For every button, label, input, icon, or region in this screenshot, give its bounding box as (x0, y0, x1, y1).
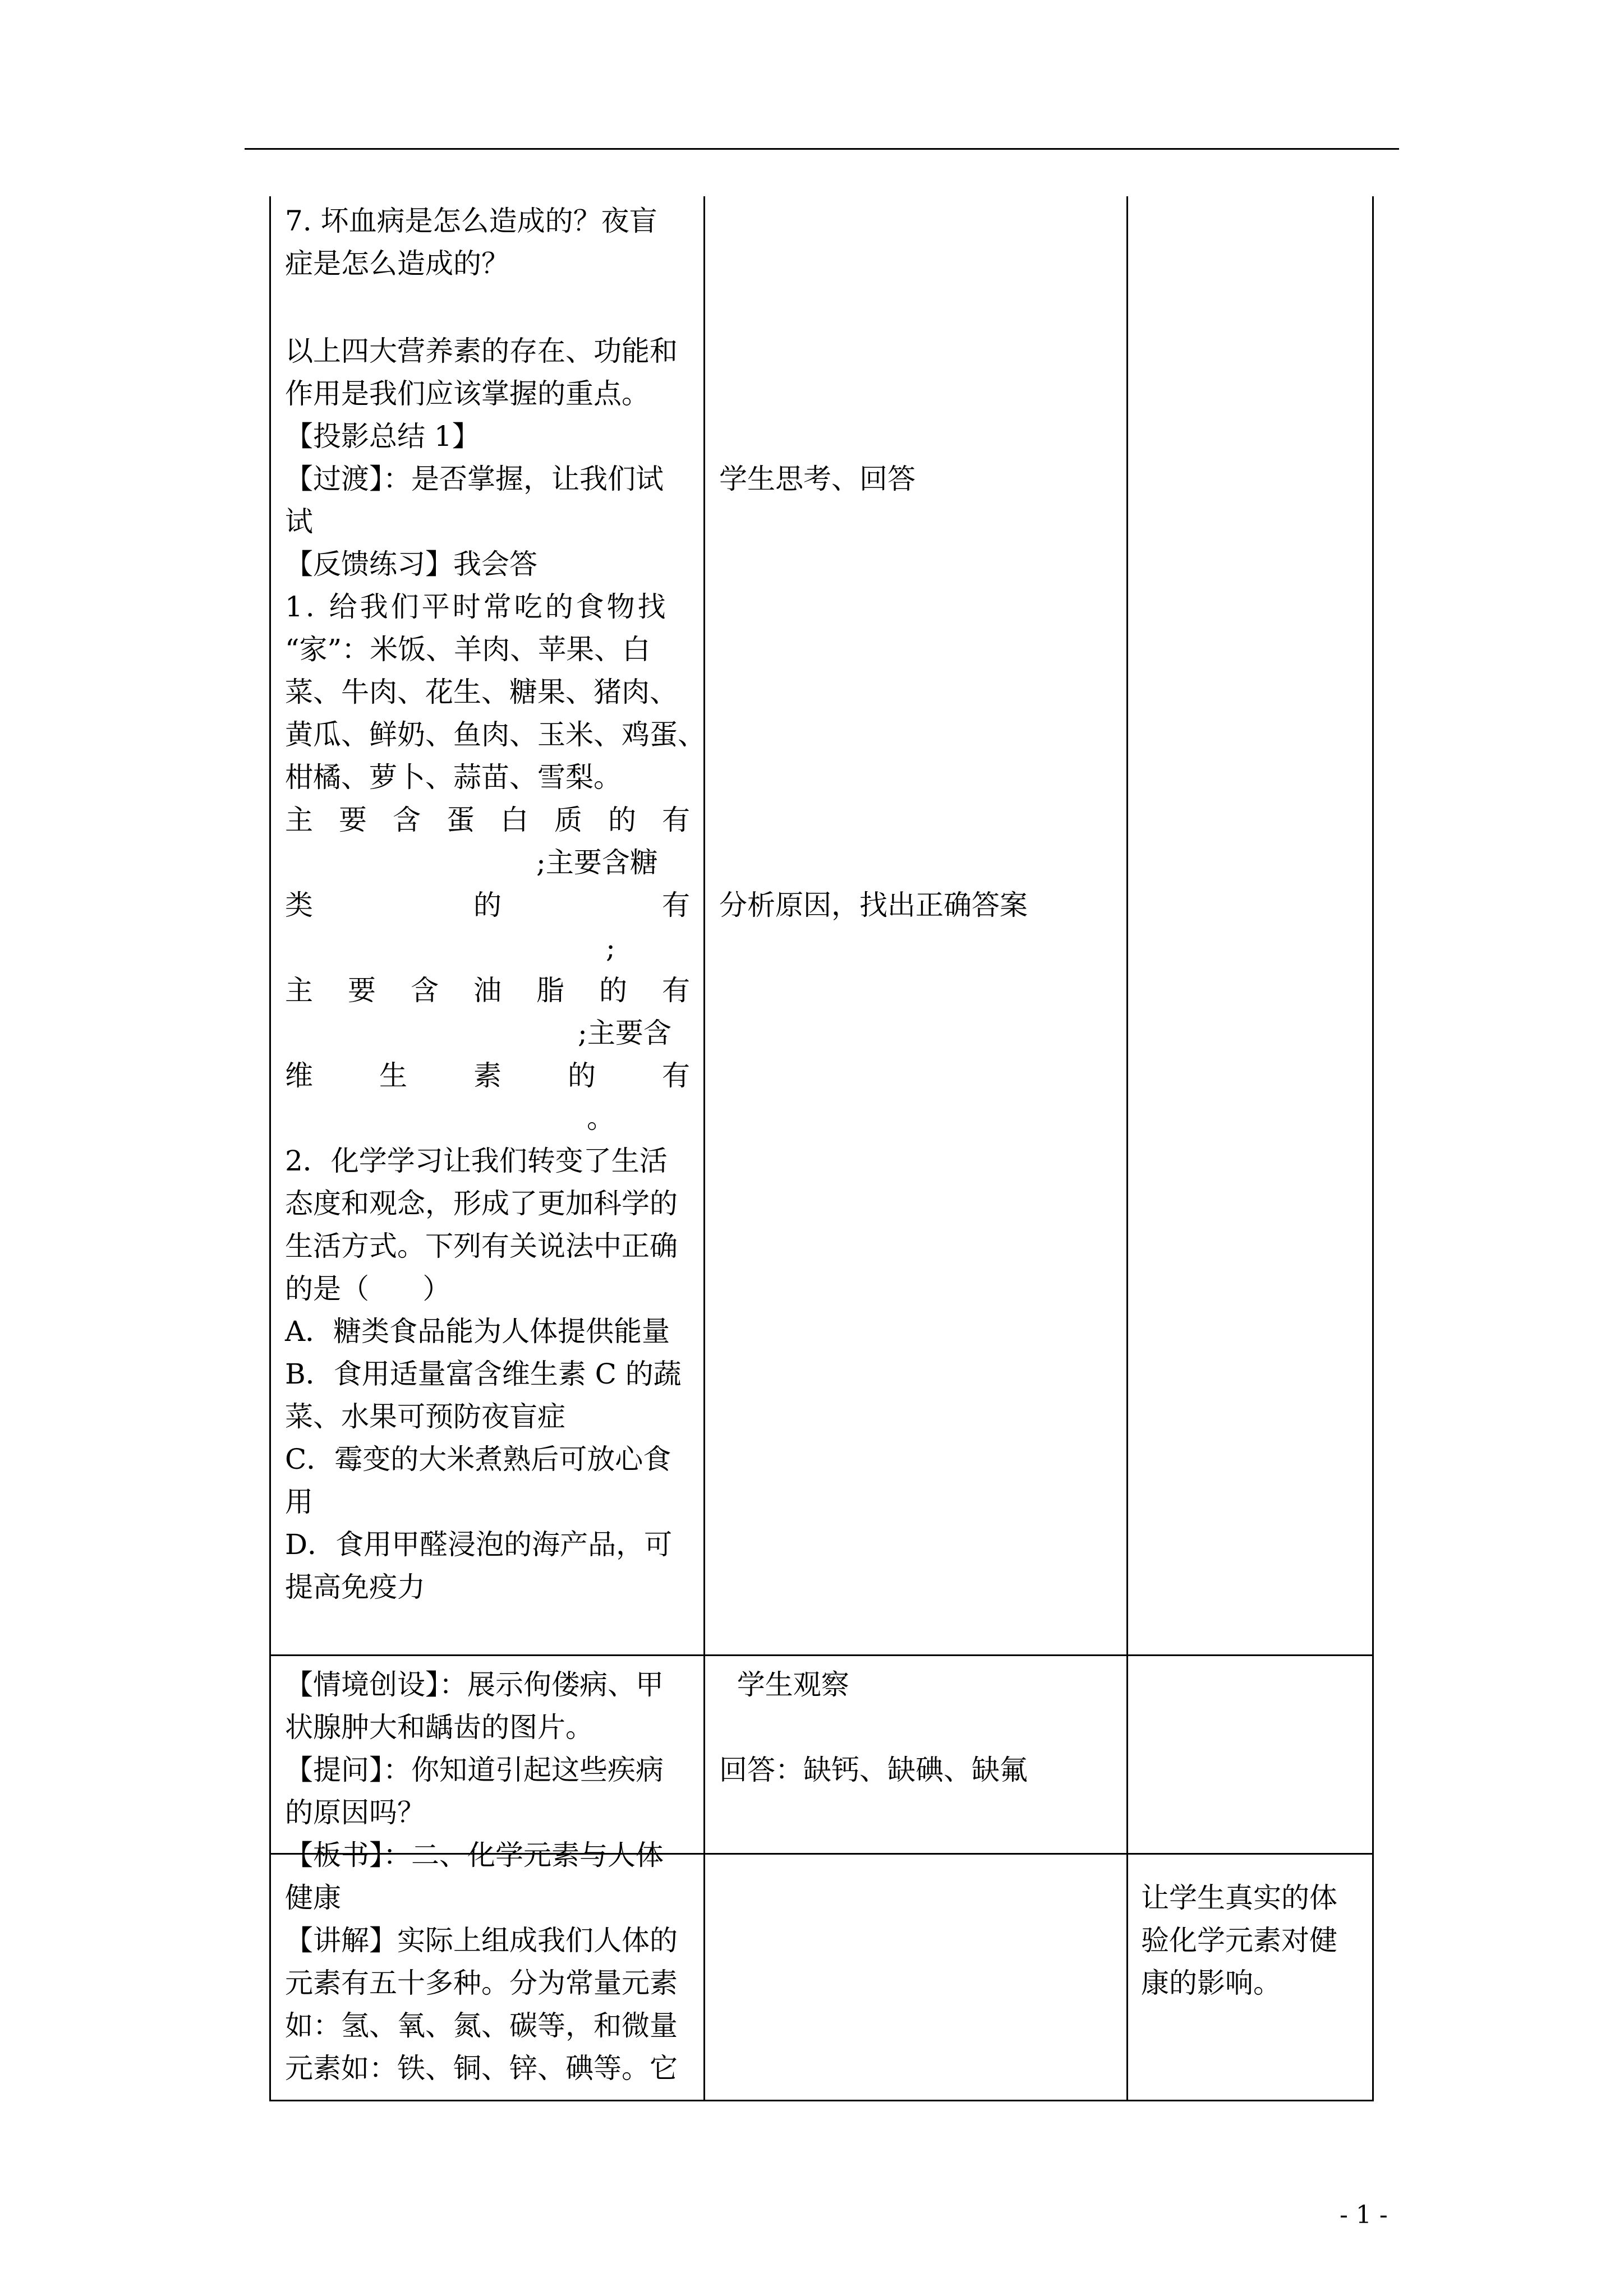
text-line: 让学生真实的体 (1141, 1882, 1337, 1914)
text-line: 1. 给我们平时常吃的食物找 (285, 591, 669, 623)
column-divider-2-row2 (1126, 1654, 1128, 2101)
text-line: 。 (587, 1102, 615, 1135)
text-line: ;主要含糖 (536, 846, 658, 879)
text-line: 7. 坏血病是怎么造成的？夜盲 (285, 205, 657, 237)
text-line: 用 (285, 1486, 313, 1518)
text-line: A．糖类食品能为人体提供能量 (285, 1315, 670, 1348)
text-line: 的原因吗？ (285, 1796, 425, 1829)
table-border-left-row2 (269, 1654, 271, 2101)
text-line: 【投影总结 1】 (285, 420, 480, 453)
text-line: 分析原因，找出正确答案 (719, 889, 1028, 921)
text-line: 健康 (285, 1882, 341, 1914)
header-rule (245, 148, 1399, 150)
text-line: D．食用甲醛浸泡的海产品，可 (285, 1528, 673, 1561)
text-line: 状腺肿大和龋齿的图片。 (285, 1711, 594, 1744)
text-line: 菜、牛肉、花生、糖果、猪肉、 (285, 676, 678, 708)
text-line: 黄瓜、鲜奶、鱼肉、玉米、鸡蛋、 (285, 718, 706, 751)
text-line: 2．化学学习让我们转变了生活 (285, 1145, 668, 1177)
fill-blank-line: 维 生 素 的 有 (285, 1059, 690, 1092)
text-line: 【讲解】实际上组成我们人体的 (285, 1924, 678, 1957)
text-line: 生活方式。下列有关说法中正确 (285, 1230, 678, 1262)
text-line: 试 (285, 505, 313, 538)
text-line: 【情境创设】：展示佝偻病、甲 (285, 1668, 664, 1701)
text-line: 学生思考、回答 (719, 463, 915, 495)
text-line: 【反馈练习】我会答 (285, 548, 537, 580)
text-line: 菜、水果可预防夜盲症 (285, 1400, 565, 1433)
text-line: 学生观察 (719, 1668, 849, 1701)
table-border-left (269, 196, 271, 1854)
fill-blank-line: 主 要 含 蛋 白 质 的 有 (285, 804, 690, 836)
text-line: 回答：缺钙、缺碘、缺氟 (719, 1754, 1028, 1786)
text-line: 【提问】：你知道引起这些疾病 (285, 1754, 664, 1786)
table-border-bottom-row2 (269, 2100, 1374, 2101)
text-line: 态度和观念，形成了更加科学的 (285, 1187, 678, 1220)
fill-blank-line: 类 的 有 (285, 889, 690, 921)
fill-blank-line: 主 要 含 油 脂 的 有 (285, 974, 690, 1007)
table-border-right (1372, 196, 1374, 1854)
text-line: 康的影响。 (1141, 1967, 1281, 1999)
page-number: - 1 - (1340, 2201, 1388, 2229)
text-line: “家”：米饭、羊肉、苹果、白 (285, 633, 651, 666)
column-divider-2 (1126, 196, 1128, 1854)
text-line: 【过渡】：是否掌握，让我们试 (285, 463, 664, 495)
table-border-right-row2 (1372, 1654, 1374, 2101)
column-divider-1 (703, 196, 705, 1854)
text-line: 作用是我们应该掌握的重点。 (285, 377, 650, 410)
text-line: 提高免疫力 (285, 1571, 425, 1603)
text-line: 以上四大营养素的存在、功能和 (285, 335, 678, 367)
text-line: ; (606, 932, 615, 964)
column-divider-1-row2 (703, 1654, 705, 2101)
text-line: B．食用适量富含维生素 C 的蔬 (285, 1358, 682, 1390)
text-line: 元素有五十多种。分为常量元素 (285, 1967, 678, 1999)
text-line: 柑橘、萝卜、蒜苗、雪梨。 (285, 761, 622, 794)
text-line: 【板书】：二、化学元素与人体 (285, 1839, 664, 1871)
text-line: 如：氢、氧、氮、碳等，和微量 (285, 2009, 678, 2042)
row-divider (269, 1654, 1374, 1656)
text-line: ;主要含 (578, 1017, 671, 1049)
text-line: 验化学元素对健 (1141, 1924, 1337, 1957)
text-line: 的是（ ） (285, 1273, 451, 1305)
text-line: 元素如：铁、铜、锌、碘等。它 (285, 2052, 678, 2085)
text-line: C．霉变的大米煮熟后可放心食 (285, 1443, 671, 1476)
text-line: 症是怎么造成的？ (285, 247, 509, 280)
